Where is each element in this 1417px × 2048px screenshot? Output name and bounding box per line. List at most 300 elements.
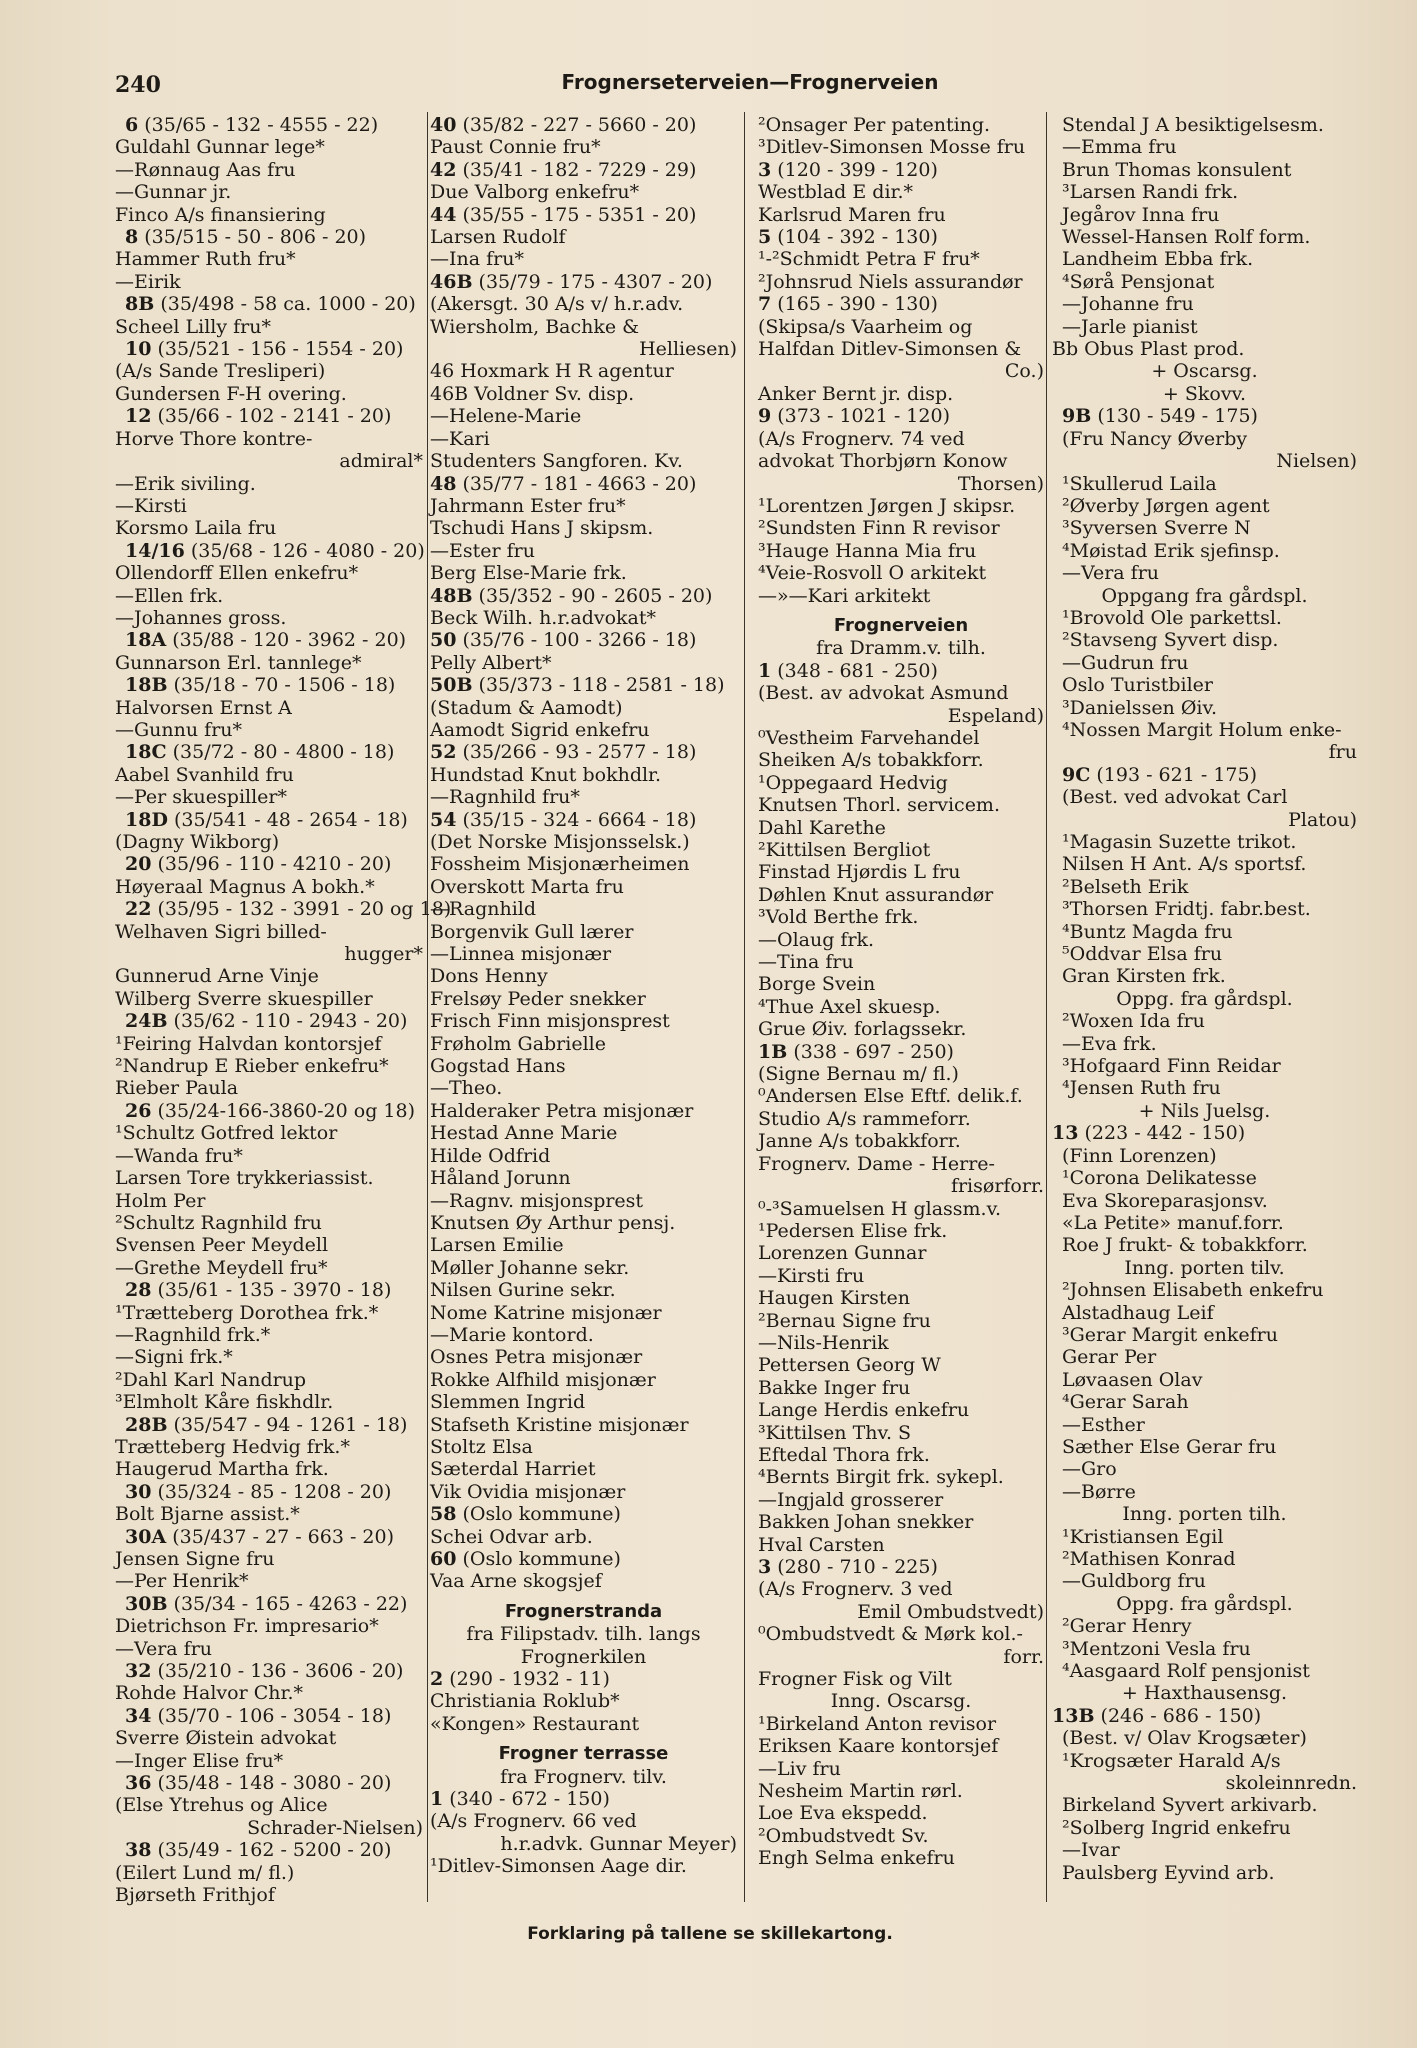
directory-column-4 bbox=[1052, 114, 1357, 1884]
directory-entry-line: 32 (35/210 - 136 - 3606 - 20) bbox=[125, 1660, 404, 1683]
directory-entry-line: 12 (35/66 - 102 - 2141 - 20) bbox=[125, 405, 392, 428]
directory-entry-line: Guldahl Gunnar lege* bbox=[115, 136, 325, 159]
directory-entry-line: ⁴Nossen Margit Holum enke- bbox=[1062, 718, 1342, 741]
directory-entry-line: Beck Wilh. h.r.advokat* bbox=[430, 606, 657, 629]
directory-entry-line: 50B (35/373 - 118 - 2581 - 18) bbox=[430, 674, 725, 697]
directory-entry-line: ¹-²Schmidt Petra F fru* bbox=[758, 248, 980, 271]
directory-entry-line: Lange Herdis enkefru bbox=[758, 1399, 970, 1422]
house-number: 3 bbox=[758, 158, 772, 181]
directory-entry-line: 42 (35/41 - 182 - 7229 - 29) bbox=[430, 158, 697, 181]
directory-entry-line: Ollendorff Ellen enkefru* bbox=[115, 562, 359, 585]
house-number: 50 bbox=[430, 629, 457, 652]
directory-entry-line: 8 (35/515 - 50 - 806 - 20) bbox=[125, 226, 367, 249]
directory-entry-line: —Erik siviling. bbox=[115, 472, 256, 495]
house-number: 34 bbox=[125, 1704, 152, 1727]
directory-entry-line: 7 (165 - 390 - 130) bbox=[758, 293, 938, 316]
directory-entry-line: 9 (373 - 1021 - 120) bbox=[758, 405, 950, 428]
directory-entry-line: Wessel-Hansen Rolf form. bbox=[1062, 226, 1311, 249]
directory-entry-line: (Best. v/ Olav Krogsæter) bbox=[1062, 1727, 1307, 1750]
directory-entry-line: Svensen Peer Meydell bbox=[115, 1234, 329, 1257]
directory-entry-line: «Kongen» Restaurant bbox=[430, 1712, 640, 1735]
directory-entry-line: Sheiken A/s tobakkforr. bbox=[758, 749, 984, 772]
directory-entry-line: Karlsrud Maren fru bbox=[758, 203, 946, 226]
house-number: 48 bbox=[430, 472, 457, 495]
directory-entry-line: 30A (35/437 - 27 - 663 - 20) bbox=[125, 1525, 395, 1548]
directory-entry-line: ²Onsager Per patenting. bbox=[758, 114, 991, 136]
directory-entry-line: Sæther Else Gerar fru bbox=[1062, 1435, 1277, 1458]
directory-entry-line: —Kirsti fru bbox=[758, 1264, 865, 1287]
directory-entry-line: Knutsen Thorl. servicem. bbox=[758, 794, 1000, 817]
directory-entry-line: Korsmo Laila fru bbox=[115, 517, 277, 540]
directory-entry-line: Stafseth Kristine misjonær bbox=[430, 1413, 689, 1436]
directory-entry-line: ¹Corona Delikatesse bbox=[1062, 1167, 1257, 1190]
directory-entry-line: Borge Svein bbox=[758, 973, 876, 996]
directory-entry-line: Gunnarson Erl. tannlege* bbox=[115, 651, 362, 674]
directory-entry-line: ²Woxen Ida fru bbox=[1062, 1010, 1205, 1033]
directory-entry-line: Platou) bbox=[1288, 808, 1357, 831]
directory-entry-line: ¹Ditlev-Simonsen Aage dir. bbox=[430, 1855, 687, 1878]
directory-entry-line: 52 (35/266 - 93 - 2577 - 18) bbox=[430, 741, 697, 764]
directory-entry-line: Sæterdal Harriet bbox=[430, 1458, 596, 1481]
directory-entry-line: 18B (35/18 - 70 - 1506 - 18) bbox=[125, 674, 396, 697]
directory-entry-line: Gogstad Hans bbox=[430, 1055, 566, 1078]
directory-entry-line: Loe Eva ekspedd. bbox=[758, 1802, 928, 1825]
directory-entry-line: Hundstad Knut bokhdlr. bbox=[430, 763, 662, 786]
directory-entry-line: Oppg. fra gårdspl. bbox=[1116, 1592, 1293, 1615]
directory-entry-line: «La Petite» manuf.forr. bbox=[1062, 1211, 1284, 1234]
directory-entry-line: Christiania Roklub* bbox=[430, 1690, 620, 1713]
directory-entry-line: Døhlen Knut assurandør bbox=[758, 883, 994, 906]
directory-entry-line: Stendal J A besiktigelsesm. bbox=[1062, 114, 1324, 136]
directory-entry-line: Larsen Rudolf bbox=[430, 226, 566, 249]
directory-entry-line: Welhaven Sigri billed- bbox=[115, 920, 327, 943]
directory-entry-line: 10 (35/521 - 156 - 1554 - 20) bbox=[125, 338, 404, 361]
directory-entry-line: (Finn Lorenzen) bbox=[1062, 1144, 1217, 1167]
directory-entry-line: ²Øverby Jørgen agent bbox=[1062, 494, 1270, 517]
directory-entry-line: (Fru Nancy Øverby bbox=[1062, 427, 1248, 450]
directory-entry-line: ³Danielssen Øiv. bbox=[1062, 696, 1218, 719]
directory-entry-line: Oppgang fra gårdspl. bbox=[1101, 584, 1308, 607]
directory-entry-line: + Nils Juelsg. bbox=[1138, 1099, 1271, 1122]
directory-entry-line: Slemmen Ingrid bbox=[430, 1391, 586, 1414]
directory-entry-line: Vik Ovidia misjonær bbox=[430, 1480, 626, 1503]
directory-entry-line: ²Dahl Karl Nandrup bbox=[115, 1368, 307, 1391]
directory-entry-line: ²Schultz Ragnhild fru bbox=[115, 1211, 322, 1234]
directory-entry-line: Fossheim Misjonærheimen bbox=[430, 853, 690, 876]
house-number: 28 bbox=[125, 1279, 152, 1302]
directory-entry-line: h.r.advk. Gunnar Meyer) bbox=[500, 1832, 737, 1855]
directory-entry-line: —»—Kari arkitekt bbox=[758, 584, 931, 607]
running-head: Frognerseterveien—Frognerveien bbox=[561, 70, 939, 94]
directory-entry-line: Jegårov Inna fru bbox=[1062, 203, 1220, 226]
directory-entry-line: —Eva frk. bbox=[1062, 1032, 1157, 1055]
house-number: 10 bbox=[125, 338, 152, 361]
directory-entry-line: Landheim Ebba frk. bbox=[1062, 248, 1254, 271]
directory-entry-line: —Signi frk.* bbox=[115, 1346, 233, 1369]
directory-entry-line: 13 (223 - 442 - 150) bbox=[1052, 1122, 1246, 1145]
house-number: 26 bbox=[125, 1099, 152, 1122]
street-heading: Frognerveien bbox=[833, 614, 969, 636]
house-number: 28B bbox=[125, 1413, 168, 1436]
house-number: 3 bbox=[758, 1556, 772, 1578]
directory-entry-line: 34 (35/70 - 106 - 3054 - 18) bbox=[125, 1704, 392, 1727]
directory-entry-line: 38 (35/49 - 162 - 5200 - 20) bbox=[125, 1839, 392, 1862]
directory-entry-line: ²Nandrup E Rieber enkefru* bbox=[115, 1055, 389, 1078]
directory-entry-line: (Dagny Wikborg) bbox=[115, 831, 280, 853]
directory-entry-line: Frognerkilen bbox=[520, 1645, 647, 1668]
directory-entry-line: (A/s Sande Tresliperi) bbox=[115, 360, 326, 383]
directory-entry-line: ²Gerar Henry bbox=[1062, 1615, 1192, 1638]
directory-column-2 bbox=[430, 114, 737, 1878]
directory-entry-line: 22 (35/95 - 132 - 3991 - 20 og 18) bbox=[125, 898, 452, 921]
directory-entry-line: fra Filipstadv. tilh. langs bbox=[466, 1623, 701, 1646]
directory-entry-line: 48B (35/352 - 90 - 2605 - 20) bbox=[430, 584, 713, 607]
directory-entry-line: ⁰-³Samuelsen H glassm.v. bbox=[758, 1197, 1002, 1220]
street-heading: Frognerstranda bbox=[504, 1600, 663, 1622]
directory-entry-line: —Tina fru bbox=[758, 951, 854, 974]
directory-entry-line: Pelly Albert* bbox=[430, 651, 552, 674]
directory-entry-line: fra Frognerv. tilv. bbox=[500, 1765, 667, 1788]
directory-entry-line: —Kirsti bbox=[115, 494, 187, 517]
directory-entry-line: 20 (35/96 - 110 - 4210 - 20) bbox=[125, 853, 392, 876]
house-number: 24B bbox=[125, 1010, 168, 1033]
directory-entry-line: —Guldborg fru bbox=[1062, 1570, 1206, 1593]
directory-entry-line: —Ragnhild fru* bbox=[430, 786, 580, 809]
directory-entry-line: ⁴Bernts Birgit frk. sykepl. bbox=[758, 1466, 1004, 1489]
house-number: 30A bbox=[125, 1525, 167, 1548]
directory-entry-line: ¹Magasin Suzette trikot. bbox=[1062, 831, 1297, 853]
directory-entry-line: Scheel Lilly fru* bbox=[115, 315, 271, 338]
directory-entry-line: Bjørseth Frithjof bbox=[115, 1884, 275, 1907]
directory-entry-line: Berg Else-Marie frk. bbox=[430, 562, 627, 585]
directory-entry-line: Bolt Bjarne assist.* bbox=[115, 1503, 300, 1526]
directory-entry-line: —Ellen frk. bbox=[115, 584, 224, 607]
directory-entry-line: 3 (280 - 710 - 225) bbox=[758, 1556, 938, 1578]
directory-entry-line: 8B (35/498 - 58 ca. 1000 - 20) bbox=[125, 293, 416, 316]
directory-entry-line: ²Kittilsen Bergliot bbox=[758, 839, 931, 861]
directory-entry-line: Haugen Kirsten bbox=[758, 1287, 911, 1310]
directory-entry-line: —Eirik bbox=[115, 270, 181, 293]
directory-entry-line: ²Ombudstvedt Sv. bbox=[758, 1824, 929, 1847]
directory-entry-line: 1 (340 - 672 - 150) bbox=[430, 1788, 610, 1811]
directory-entry-line: Knutsen Øy Arthur pensj. bbox=[430, 1211, 676, 1234]
directory-entry-line: ³Syversen Sverre N bbox=[1062, 517, 1251, 540]
directory-entry-line: 30B (35/34 - 165 - 4263 - 22) bbox=[125, 1592, 408, 1615]
directory-entry-line: 54 (35/15 - 324 - 6664 - 18) bbox=[430, 808, 697, 831]
directory-entry-line: Oslo Turistbiler bbox=[1062, 674, 1213, 697]
directory-entry-line: 9C (193 - 621 - 175) bbox=[1062, 763, 1258, 786]
directory-entry-line: —Ester fru bbox=[430, 539, 535, 562]
directory-entry-line: Eriksen Kaare kontorsjef bbox=[758, 1735, 999, 1758]
directory-entry-line: (Akersgt. 30 A/s v/ h.r.adv. bbox=[430, 293, 684, 316]
directory-entry-line: Nilsen H Ant. A/s sportsf. bbox=[1062, 853, 1307, 876]
house-number: 18A bbox=[125, 629, 167, 652]
directory-entry-line: Co.) bbox=[1004, 360, 1044, 383]
directory-entry-line: Gunnerud Arne Vinje bbox=[115, 965, 319, 988]
directory-entry-line: Lorenzen Gunnar bbox=[758, 1242, 927, 1265]
directory-entry-line: Finco A/s finansiering bbox=[115, 203, 326, 226]
directory-entry-line: Tschudi Hans J skipsm. bbox=[430, 517, 654, 540]
directory-entry-line: frisørforr. bbox=[950, 1175, 1044, 1198]
directory-entry-line: ²Mathisen Konrad bbox=[1062, 1548, 1236, 1570]
column-rule bbox=[1046, 112, 1047, 1902]
house-number: 1 bbox=[430, 1788, 444, 1811]
directory-entry-line: Holm Per bbox=[115, 1189, 206, 1212]
house-number: 13B bbox=[1052, 1704, 1095, 1727]
house-number: 36 bbox=[125, 1772, 152, 1795]
directory-entry-line: (A/s Frognerv. 74 ved bbox=[758, 427, 965, 450]
directory-entry-line: ³Ditlev-Simonsen Mosse fru bbox=[758, 136, 1026, 159]
house-number: 12 bbox=[125, 405, 152, 428]
directory-entry-line: Inng. Oscarsg. bbox=[830, 1690, 972, 1713]
directory-entry-line: 46B Voldner Sv. disp. bbox=[430, 382, 635, 405]
directory-entry-line: ³Hofgaard Finn Reidar bbox=[1062, 1055, 1281, 1078]
directory-entry-line: 13B (246 - 686 - 150) bbox=[1052, 1704, 1262, 1727]
directory-entry-line: Bakken Johan snekker bbox=[758, 1511, 974, 1534]
directory-entry-line: ¹Kristiansen Egil bbox=[1062, 1525, 1224, 1548]
directory-entry-line: 24B (35/62 - 110 - 2943 - 20) bbox=[125, 1010, 408, 1033]
directory-entry-line: Dahl Karethe bbox=[758, 816, 886, 839]
house-number: 30B bbox=[125, 1592, 168, 1615]
directory-entry-line: Janne A/s tobakkforr. bbox=[758, 1130, 961, 1153]
directory-entry-line: ¹Lorentzen Jørgen J skipsr. bbox=[758, 494, 1016, 517]
directory-entry-line: ⁴Jensen Ruth fru bbox=[1062, 1077, 1221, 1100]
directory-entry-line: ⁴Gerar Sarah bbox=[1062, 1391, 1189, 1414]
directory-entry-line: 2 (290 - 1932 - 11) bbox=[430, 1668, 610, 1691]
directory-entry-line: Studio A/s rammeforr. bbox=[758, 1107, 971, 1130]
directory-entry-line: —Esther bbox=[1062, 1413, 1145, 1436]
directory-entry-line: 30 (35/324 - 85 - 1208 - 20) bbox=[125, 1480, 392, 1503]
house-number: 1 bbox=[758, 659, 772, 682]
directory-entry-line: + Skovv. bbox=[1162, 382, 1247, 405]
directory-entry-line: hugger* bbox=[344, 943, 423, 966]
directory-entry-line: —Vera fru bbox=[1062, 562, 1160, 585]
directory-entry-line: ¹Schultz Gotfred lektor bbox=[115, 1122, 338, 1145]
directory-entry-line: Osnes Petra misjonær bbox=[430, 1346, 643, 1369]
street-heading: Frogner terrasse bbox=[498, 1743, 669, 1765]
house-number: 8 bbox=[125, 226, 139, 249]
directory-entry-line: Trætteberg Hedvig frk.* bbox=[115, 1435, 350, 1458]
directory-entry-line: Halvorsen Ernst A bbox=[115, 696, 292, 719]
directory-entry-line: Frogner Fisk og Vilt bbox=[758, 1668, 952, 1691]
directory-entry-line: 36 (35/48 - 148 - 3080 - 20) bbox=[125, 1772, 392, 1795]
directory-entry-line: forr. bbox=[1003, 1645, 1044, 1668]
house-number: 32 bbox=[125, 1660, 152, 1683]
directory-entry-line: Wiersholm, Bachke & bbox=[430, 315, 640, 338]
directory-entry-line: Borgenvik Gull lærer bbox=[430, 920, 634, 943]
directory-entry-line: skoleinnredn. bbox=[1225, 1772, 1357, 1795]
directory-entry-line: advokat Thorbjørn Konow bbox=[758, 450, 1008, 473]
house-number: 58 bbox=[430, 1503, 457, 1526]
directory-entry-line: —Johanne fru bbox=[1062, 293, 1194, 316]
directory-entry-line: Nilsen Gurine sekr. bbox=[430, 1279, 616, 1302]
directory-entry-line: Håland Jorunn bbox=[430, 1167, 571, 1190]
directory-entry-line: (Stadum & Aamodt) bbox=[430, 696, 623, 719]
house-number: 44 bbox=[430, 203, 457, 226]
directory-entry-line: Hval Carsten bbox=[758, 1533, 885, 1556]
directory-entry-line: ²Solberg Ingrid enkefru bbox=[1062, 1816, 1291, 1839]
directory-entry-line: Hammer Ruth fru* bbox=[115, 248, 296, 271]
directory-entry-line: 18A (35/88 - 120 - 3962 - 20) bbox=[125, 629, 407, 652]
directory-entry-line: Halderaker Petra misjonær bbox=[430, 1099, 694, 1122]
directory-entry-line: Anker Bernt jr. disp. bbox=[758, 382, 954, 405]
directory-entry-line: —Johannes gross. bbox=[115, 606, 287, 629]
directory-entry-line: ⁴Thue Axel skuesp. bbox=[758, 995, 941, 1018]
directory-entry-line: Frisch Finn misjonsprest bbox=[430, 1010, 670, 1033]
directory-entry-line: fru bbox=[1328, 741, 1357, 764]
directory-entry-line: Rokke Alfhild misjonær bbox=[430, 1368, 656, 1391]
directory-entry-line: 48 (35/77 - 181 - 4663 - 20) bbox=[430, 472, 697, 495]
directory-entry-line: Pettersen Georg W bbox=[758, 1354, 941, 1377]
directory-entry-line: Inng. porten tilv. bbox=[1124, 1256, 1285, 1279]
directory-entry-line: Frognerv. Dame - Herre- bbox=[758, 1152, 995, 1175]
directory-entry-line: Brun Thomas konsulent bbox=[1062, 158, 1292, 181]
directory-entry-line: Espeland) bbox=[947, 704, 1044, 727]
house-number: 2 bbox=[430, 1668, 444, 1691]
directory-entry-line: Studenters Sangforen. Kv. bbox=[430, 450, 683, 473]
directory-entry-line: ¹Feiring Halvdan kontorsjef bbox=[115, 1032, 382, 1055]
directory-entry-line: 1 (348 - 681 - 250) bbox=[758, 659, 938, 682]
directory-entry-line: Nome Katrine misjonær bbox=[430, 1301, 662, 1324]
directory-entry-line: Møller Johanne sekr. bbox=[430, 1256, 630, 1279]
directory-entry-line: ²Sundsten Finn R revisor bbox=[758, 517, 1000, 540]
directory-entry-line: —Per skuespiller* bbox=[115, 786, 288, 809]
directory-entry-line: ³Thorsen Fridtj. fabr.best. bbox=[1062, 898, 1311, 921]
directory-entry-line: ⁵Oddvar Elsa fru bbox=[1062, 943, 1223, 966]
directory-entry-line: Frøholm Gabrielle bbox=[430, 1032, 606, 1055]
directory-entry-line: —Olaug frk. bbox=[758, 928, 875, 951]
directory-entry-line: —Wanda fru* bbox=[115, 1144, 243, 1167]
directory-entry-line: —Ivar bbox=[1062, 1839, 1120, 1862]
directory-entry-line: Bakke Inger fru bbox=[758, 1376, 911, 1399]
directory-entry-line: —Gudrun fru bbox=[1062, 651, 1189, 674]
directory-entry-line: 58 (Oslo kommune) bbox=[430, 1503, 621, 1526]
directory-entry-line: Grue Øiv. forlagssekr. bbox=[758, 1018, 967, 1041]
house-number: 9B bbox=[1062, 405, 1092, 428]
directory-entry-line: Rohde Halvor Chr.* bbox=[115, 1682, 304, 1705]
directory-entry-line: ⁴Sørå Pensjonat bbox=[1062, 270, 1215, 293]
directory-entry-line: Larsen Tore trykkeriassist. bbox=[115, 1167, 374, 1190]
directory-entry-line: ⁰Andersen Else Eftf. delik.f. bbox=[758, 1085, 1023, 1108]
directory-entry-line: Paust Connie fru* bbox=[430, 136, 601, 159]
directory-entry-line: (Signe Bernau m/ fl.) bbox=[758, 1063, 959, 1086]
directory-entry-line: + Oscarsg. bbox=[1151, 360, 1258, 383]
directory-entry-line: —Grethe Meydell fru* bbox=[115, 1256, 328, 1279]
house-number: 52 bbox=[430, 741, 457, 764]
directory-entry-line: Engh Selma enkefru bbox=[758, 1847, 955, 1870]
directory-entry-line: —Ragnhild bbox=[430, 898, 537, 921]
directory-entry-line: ²Bernau Signe fru bbox=[758, 1309, 931, 1332]
directory-entry-line: ²Johnsrud Niels assurandør bbox=[758, 270, 1023, 293]
directory-entry-line: 3 (120 - 399 - 120) bbox=[758, 158, 938, 181]
directory-column-3 bbox=[758, 114, 1044, 1870]
house-number: 1B bbox=[758, 1040, 788, 1063]
directory-entry-line: Gundersen F-H overing. bbox=[115, 382, 347, 405]
directory-entry-line: Horve Thore kontre- bbox=[115, 427, 313, 450]
directory-entry-line: Eva Skoreparasjonsv. bbox=[1062, 1189, 1268, 1212]
directory-entry-line: —Theo. bbox=[430, 1077, 503, 1100]
directory-entry-line: Wilberg Sverre skuespiller bbox=[115, 987, 373, 1010]
footer-note: Forklaring på tallene se skillekartong. bbox=[527, 1924, 893, 1944]
directory-entry-line: Gran Kirsten frk. bbox=[1062, 965, 1226, 988]
directory-entry-line: 28 (35/61 - 135 - 3970 - 18) bbox=[125, 1279, 392, 1302]
directory-entry-line: —Gunnu fru* bbox=[115, 718, 243, 741]
directory-entry-line: ⁴Aasgaard Rolf pensjonist bbox=[1062, 1660, 1310, 1683]
directory-entry-line: ¹Birkeland Anton revisor bbox=[758, 1712, 997, 1735]
directory-entry-line: Helliesen) bbox=[639, 338, 737, 361]
directory-entry-line: Eftedal Thora frk. bbox=[758, 1443, 930, 1466]
directory-entry-line: Aamodt Sigrid enkefru bbox=[430, 718, 650, 741]
house-number: 22 bbox=[125, 898, 152, 921]
directory-entry-line: Vaa Arne skogsjef bbox=[430, 1570, 602, 1593]
directory-entry-line: Oppg. fra gårdspl. bbox=[1116, 987, 1293, 1010]
directory-entry-line: —Liv fru bbox=[758, 1757, 841, 1780]
directory-entry-line: (Else Ytrehus og Alice bbox=[115, 1794, 328, 1817]
directory-entry-line: Haugerud Martha frk. bbox=[115, 1458, 329, 1481]
column-rule bbox=[427, 112, 428, 1902]
directory-entry-line: Nielsen) bbox=[1276, 450, 1357, 473]
directory-entry-line: Alstadhaug Leif bbox=[1062, 1301, 1214, 1324]
house-number: 6 bbox=[125, 114, 139, 136]
directory-entry-line: (Det Norske Misjonsselsk.) bbox=[430, 831, 690, 853]
directory-entry-line: 40 (35/82 - 227 - 5660 - 20) bbox=[430, 114, 697, 136]
directory-entry-line: 28B (35/547 - 94 - 1261 - 18) bbox=[125, 1413, 408, 1436]
directory-entry-line: Paulsberg Eyvind arb. bbox=[1062, 1861, 1275, 1884]
directory-entry-line: Inng. porten tilh. bbox=[1122, 1503, 1287, 1526]
directory-entry-line: ²Belseth Erik bbox=[1062, 875, 1189, 898]
directory-entry-line: 50 (35/76 - 100 - 3266 - 18) bbox=[430, 629, 697, 652]
directory-entry-line: Dons Henny bbox=[430, 965, 548, 988]
directory-entry-line: 6 (35/65 - 132 - 4555 - 22) bbox=[125, 114, 379, 136]
directory-entry-line: Frelsøy Peder snekker bbox=[430, 987, 646, 1010]
directory-entry-line: Finstad Hjørdis L fru bbox=[758, 861, 961, 884]
directory-entry-line: 60 (Oslo kommune) bbox=[430, 1548, 621, 1570]
directory-entry-line: ⁰Ombudstvedt & Mørk kol.- bbox=[758, 1623, 1023, 1646]
house-number: 9C bbox=[1062, 763, 1091, 786]
directory-entry-line: 9B (130 - 549 - 175) bbox=[1062, 405, 1258, 428]
directory-entry-line: —Børre bbox=[1062, 1480, 1136, 1503]
directory-entry-line: Gerar Per bbox=[1062, 1346, 1157, 1369]
directory-entry-line: admiral* bbox=[339, 450, 423, 473]
directory-entry-line: ³Vold Berthe frk. bbox=[758, 906, 919, 929]
directory-entry-line: (A/s Frognerv. 66 ved bbox=[430, 1810, 637, 1833]
directory-entry-line: ⁴Veie-Rosvoll O arkitekt bbox=[758, 562, 987, 585]
directory-entry-line: ²Stavseng Syvert disp. bbox=[1062, 629, 1279, 652]
directory-entry-line: —Inger Elise fru* bbox=[115, 1749, 284, 1772]
directory-entry-line: + Haxthausensg. bbox=[1121, 1682, 1288, 1705]
directory-entry-line: ³Mentzoni Vesla fru bbox=[1062, 1637, 1251, 1660]
directory-entry-line: 46 Hoxmark H R agentur bbox=[430, 360, 674, 383]
house-number: 14/16 bbox=[125, 539, 185, 562]
directory-entry-line: Jahrmann Ester fru* bbox=[430, 494, 626, 517]
directory-entry-line: Emil Ombudstvedt) bbox=[857, 1600, 1044, 1623]
directory-entry-line: —Gro bbox=[1062, 1458, 1117, 1481]
directory-entry-line: ³Elmholt Kåre fiskhdlr. bbox=[115, 1391, 334, 1414]
directory-entry-line: 14/16 (35/68 - 126 - 4080 - 20) bbox=[125, 539, 425, 562]
directory-entry-line: Hestad Anne Marie bbox=[430, 1122, 618, 1145]
directory-entry-line: —Ragnv. misjonsprest bbox=[430, 1189, 644, 1212]
directory-entry-line: Halfdan Ditlev-Simonsen & bbox=[758, 338, 1022, 361]
directory-entry-line: —Gunnar jr. bbox=[115, 181, 232, 204]
house-number: 60 bbox=[430, 1548, 457, 1570]
directory-entry-line: —Linnea misjonær bbox=[430, 943, 612, 966]
directory-entry-line: ³Kittilsen Thv. S bbox=[758, 1421, 912, 1444]
directory-entry-line: 46B (35/79 - 175 - 4307 - 20) bbox=[430, 270, 713, 293]
directory-entry-line: —Per Henrik* bbox=[115, 1570, 249, 1593]
house-number: 42 bbox=[430, 158, 457, 181]
directory-entry-line: Dietrichson Fr. impresario* bbox=[115, 1615, 379, 1638]
directory-entry-line: 1B (338 - 697 - 250) bbox=[758, 1040, 954, 1063]
